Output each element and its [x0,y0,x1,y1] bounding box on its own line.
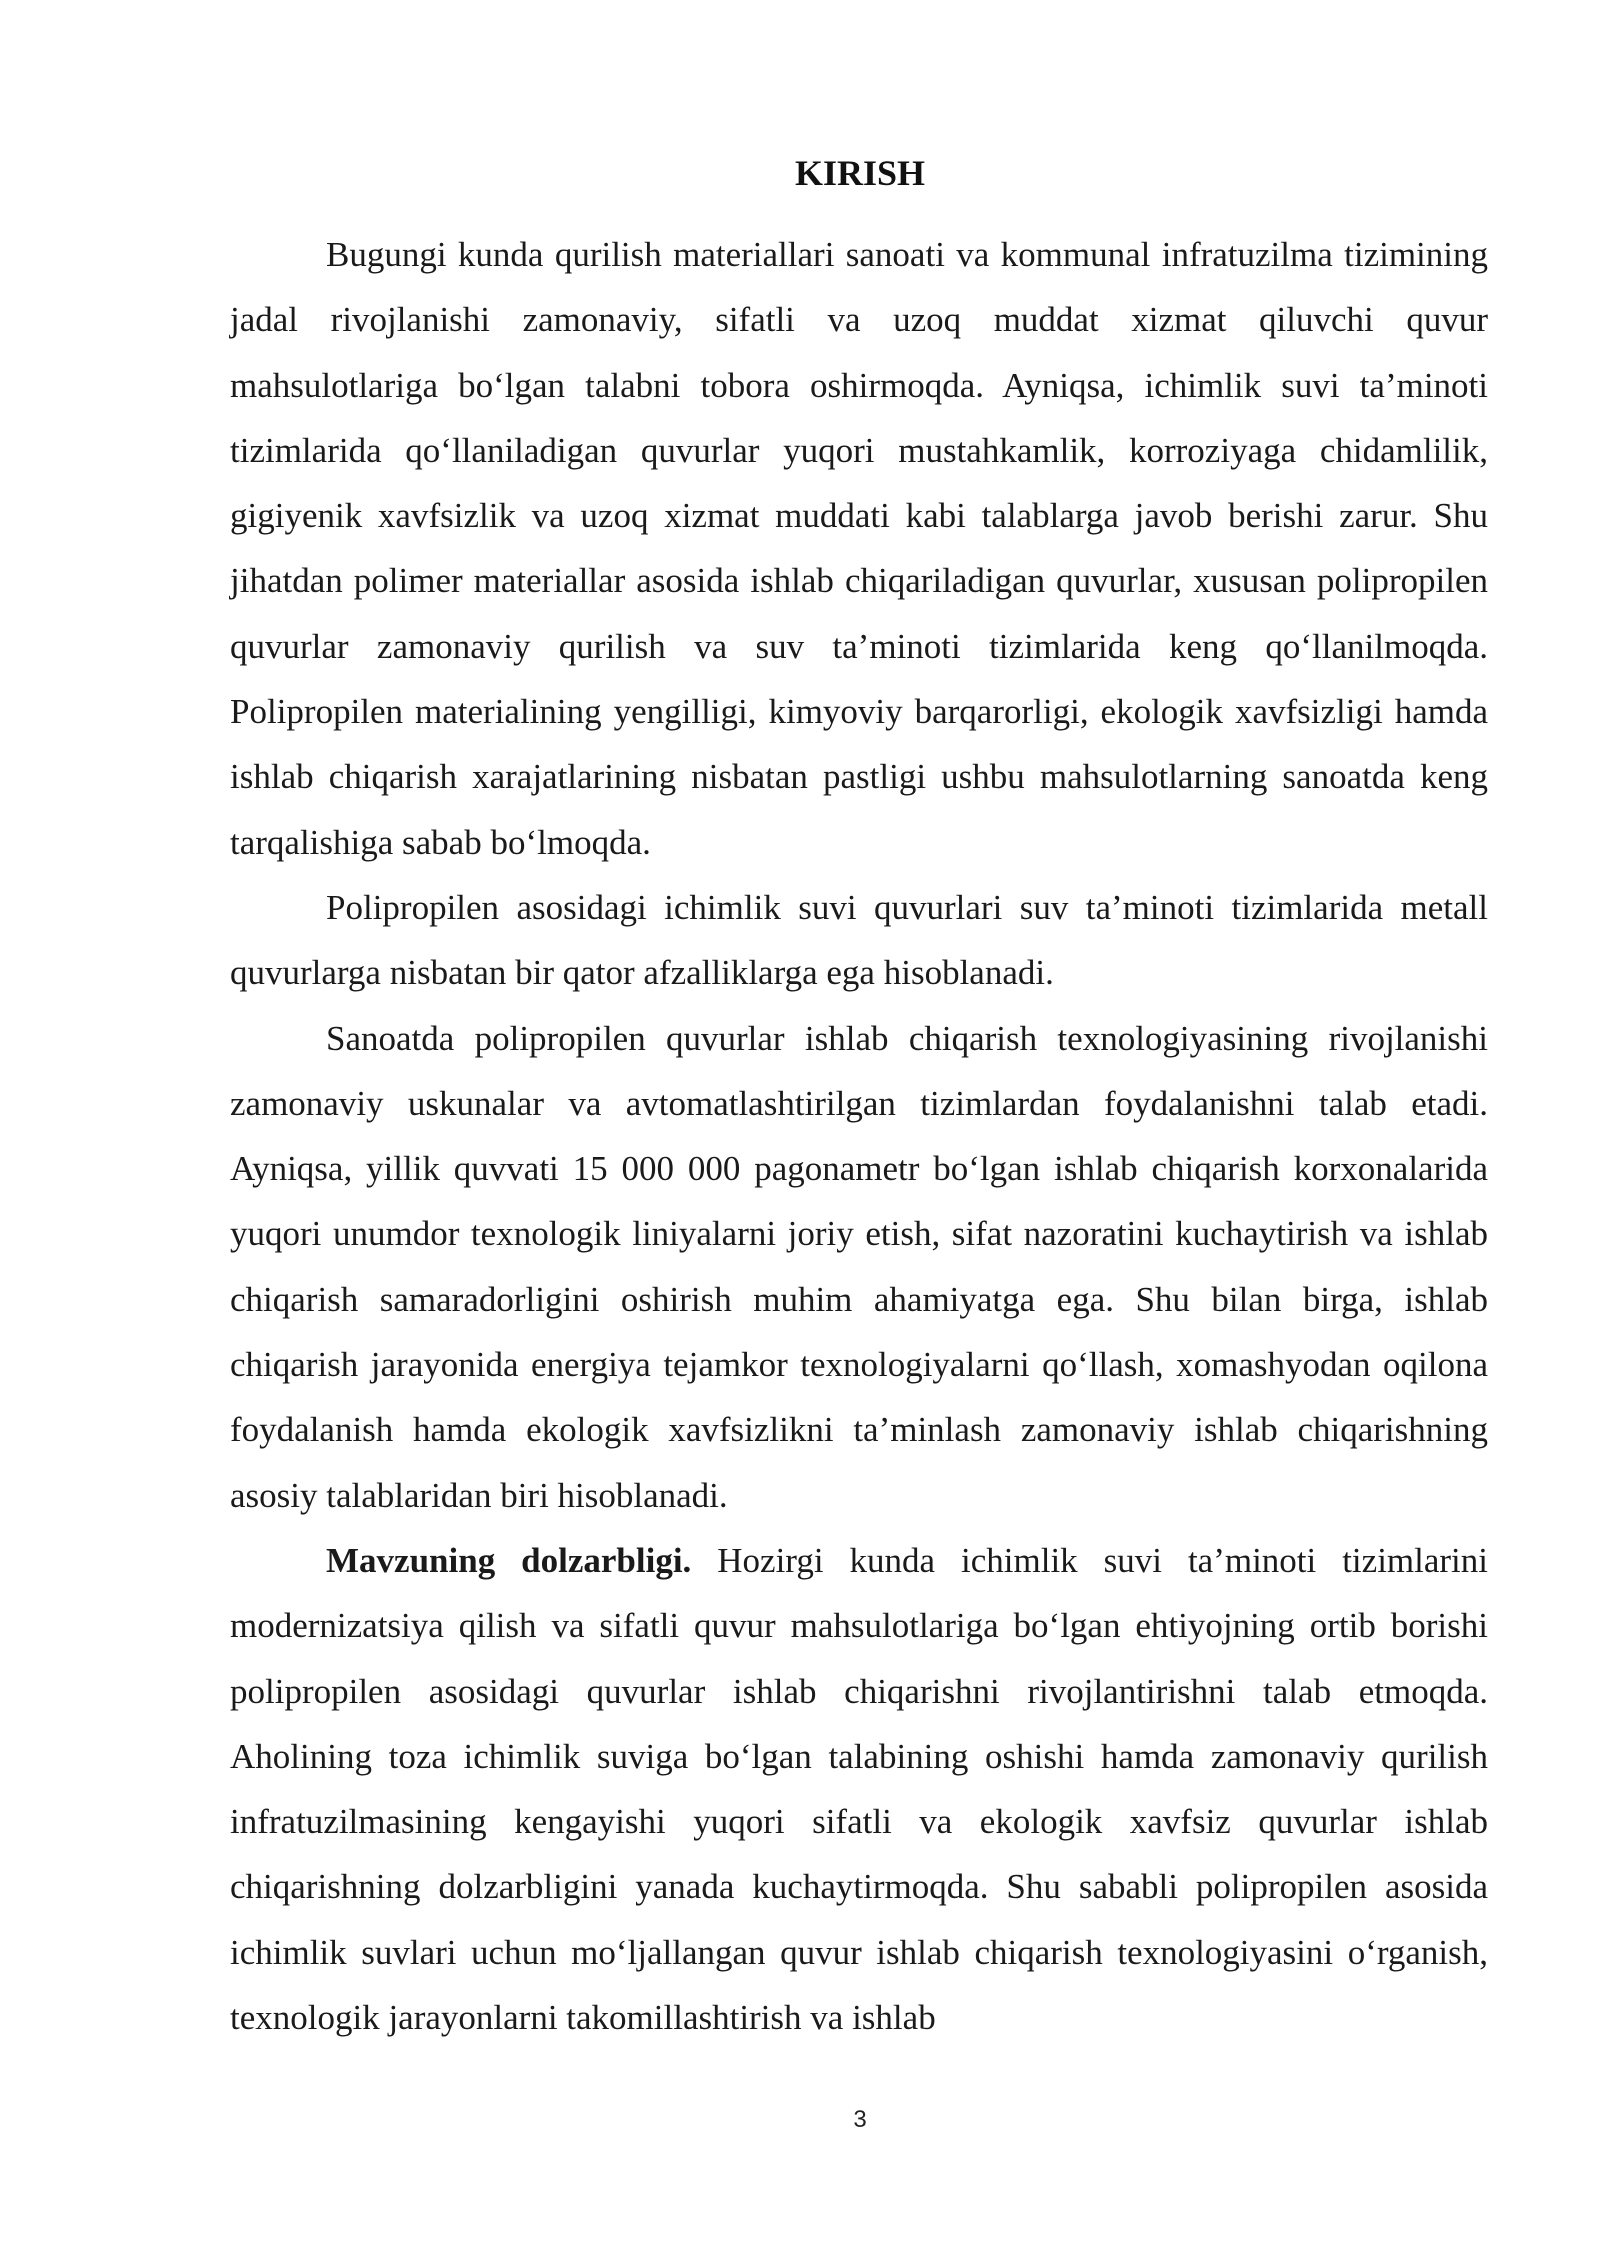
section-title: KIRISH [794,153,926,193]
page-number: 3 [853,2106,867,2133]
body-text [230,222,1488,2050]
paragraph-relevance [230,1528,1488,2050]
relevance-text: Hozirgi kunda ichimlik suvi ta’minoti tizimlarini modernizatsiya qilish va sifatli quvur mahsulotlariga bo‘lgan ehtiyojning ortib borishi polipropilen asosidagi quvurlar ishlab chiqarishni rivojlantirishni talab etmoqda. Aholining toza ichimlik suviga bo‘lgan talabining oshishi hamda zamonaviy qurilish infratuzilmasining kengayishi yuqori sifatli va ekologik xavfsiz quvurlar ishlab chiqarishning dolzarbligini yanada kuchaytirmoqda. Shu sababli polipropilen asosida ichimlik suvlari uchun mo‘ljallangan quvur ishlab chiqarish texnologiyasini o‘rganish, texnologik jarayonlarni takomillashtirish va ishlab [230,1540,1489,2038]
paragraph-advantages: Polipropilen asosidagi ichimlik suvi quvurlari suv ta’minoti tizimlarida metall quvurlarga nisbatan bir qator afzalliklarga ega hisoblanadi. [230,887,1488,993]
paragraph-technology: Sanoatda polipropilen quvurlar ishlab chiqarish texnologiyasining rivojlanishi zamonaviy uskunalar va avtomatlashtirilgan tizimlardan foydalanishni talab etadi. Ayniqsa, yillik quvvati 15 000 000 pagonametr bo‘lgan ishlab chiqarish korxonalarida yuqori unumdor texnologik liniyalarni joriy etish, sifat nazoratini kuchaytirish va ishlab chiqarish samaradorligini oshirish muhim ahamiyatga ega. Shu bilan birga, ishlab chiqarish jarayonida energiya tejamkor texnologiyalarni qo‘llash, xomashyodan oqilona foydalanish hamda ekologik xavfsizlikni ta’minlash zamonaviy ishlab chiqarishning asosiy talablaridan biri hisoblanadi. [230,1018,1488,1515]
relevance-heading: Mavzuning dolzarbligi. [326,1540,692,1580]
paragraph-intro: Bugungi kunda qurilish materiallari sanoati va kommunal infratuzilma tizimining jadal rivojlanishi zamonaviy, sifatli va uzoq muddat xizmat qiluvchi quvur mahsulotlariga bo‘lgan talabni tobora oshirmoqda. Ayniqsa, ichimlik suvi ta’minoti tizimlarida qo‘llaniladigan quvurlar yuqori mustahkamlik, korroziyaga chidamlilik, gigiyenik xavfsizlik va uzoq xizmat muddati kabi talablarga javob berishi zarur. Shu jihatdan polimer materiallar asosida ishlab chiqariladigan quvurlar, xususan polipropilen quvurlar zamonaviy qurilish va suv ta’minoti tizimlarida keng qo‘llanilmoqda. Polipropilen materialining yengilligi, kimyoviy barqarorligi, ekologik xavfsizligi hamda ishlab chiqarish xarajatlarining nisbatan pastligi ushbu mahsulotlarning sanoatda keng tarqalishiga sabab bo‘lmoqda. [230,235,1488,862]
